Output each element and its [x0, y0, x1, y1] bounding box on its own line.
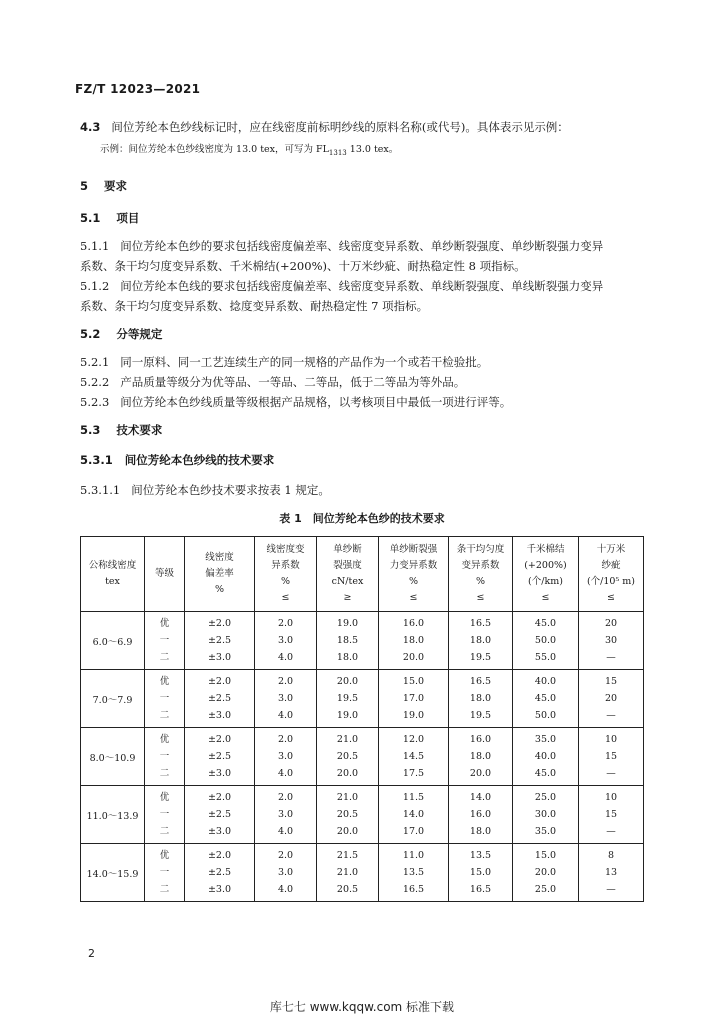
- value-cell: —: [579, 707, 644, 728]
- clause-5-3-1-heading: [80, 452, 274, 468]
- grade-cell: 一: [145, 806, 185, 823]
- value-cell: 55.0: [513, 649, 579, 670]
- clause-text: 间位芳纶本色纱线质量等级根据产品规格，以考核项目中最低一项进行评等。: [120, 395, 512, 409]
- value-cell: 13: [579, 864, 644, 881]
- value-cell: 16.5: [379, 881, 449, 902]
- table-row: [81, 690, 644, 707]
- table-row: [81, 765, 644, 786]
- value-cell: 15.0: [379, 670, 449, 691]
- column-header-line: 公称线密度: [88, 560, 137, 571]
- value-cell: 4.0: [255, 649, 317, 670]
- value-cell: 16.0: [449, 728, 513, 749]
- table-row: [81, 612, 644, 633]
- clause-number: 5.3.1.1: [80, 483, 121, 497]
- value-cell: 35.0: [513, 728, 579, 749]
- value-cell: 16.5: [449, 881, 513, 902]
- value-cell: 20: [579, 612, 644, 633]
- value-cell: 16.5: [449, 612, 513, 633]
- clause-5-1-2-line2: 系数、条干均匀度变异系数、捻度变异系数、耐热稳定性 7 项指标。: [80, 299, 429, 313]
- value-cell: —: [579, 649, 644, 670]
- clause-number: 5.3.1: [80, 453, 113, 467]
- table-row: [81, 806, 644, 823]
- header-row: [81, 537, 644, 612]
- value-cell: 17.0: [379, 690, 449, 707]
- value-cell: 3.0: [255, 806, 317, 823]
- value-cell: 18.0: [317, 649, 379, 670]
- grade-cell: 二: [145, 823, 185, 844]
- value-cell: 25.0: [513, 786, 579, 807]
- clause-number: 5.2.1: [80, 355, 110, 369]
- section-number: 5.3: [80, 423, 101, 437]
- value-cell: ±2.5: [185, 748, 255, 765]
- value-cell: 20.0: [317, 823, 379, 844]
- table-row: [81, 670, 644, 691]
- value-cell: 2.0: [255, 612, 317, 633]
- value-cell: ±3.0: [185, 881, 255, 902]
- column-header-line: 线密度: [205, 552, 234, 563]
- value-cell: 18.0: [449, 823, 513, 844]
- clause-title: 间位芳纶本色纱线的技术要求: [124, 453, 275, 467]
- section-5-3-heading: [80, 422, 162, 438]
- value-cell: 14.0: [379, 806, 449, 823]
- column-header: [379, 537, 449, 612]
- column-header-line: 线密度变: [266, 544, 305, 555]
- column-header-line: 偏差率: [205, 568, 234, 579]
- column-header-line: tex: [105, 576, 120, 587]
- clause-number: 5.1.2: [80, 279, 110, 293]
- value-cell: 21.5: [317, 844, 379, 865]
- value-cell: ±2.0: [185, 670, 255, 691]
- grade-cell: 优: [145, 786, 185, 807]
- example-line: [100, 141, 398, 157]
- value-cell: 50.0: [513, 707, 579, 728]
- value-cell: 10: [579, 728, 644, 749]
- column-header-line: (个/km): [528, 576, 563, 587]
- value-cell: ±3.0: [185, 707, 255, 728]
- value-cell: 20.0: [317, 765, 379, 786]
- section-title: 分等规定: [116, 327, 163, 341]
- value-cell: 10: [579, 786, 644, 807]
- spec-table: [80, 536, 644, 902]
- column-header-line: (+200%): [524, 560, 567, 571]
- value-cell: 20.0: [449, 765, 513, 786]
- clause-text-line1: 间位芳纶本色线的要求包括线密度偏差率、线密度变异系数、单线断裂强度、单线断裂强力变异: [120, 279, 604, 293]
- column-header-line: %: [408, 576, 419, 587]
- column-header-line: ≥: [343, 592, 352, 603]
- value-cell: 21.0: [317, 864, 379, 881]
- column-header-line: 变异系数: [461, 560, 500, 571]
- column-header: [145, 537, 185, 612]
- table-row: [81, 707, 644, 728]
- value-cell: ±2.5: [185, 864, 255, 881]
- column-header: [449, 537, 513, 612]
- table-header: [81, 537, 644, 612]
- spec-cell: 7.0～7.9: [81, 670, 145, 728]
- value-cell: 3.0: [255, 864, 317, 881]
- table-row: [81, 844, 644, 865]
- grade-cell: 优: [145, 844, 185, 865]
- value-cell: ±2.0: [185, 786, 255, 807]
- value-cell: 20.5: [317, 881, 379, 902]
- column-header-line: 单纱断: [333, 544, 362, 555]
- value-cell: ±2.0: [185, 844, 255, 865]
- value-cell: 18.0: [379, 632, 449, 649]
- value-cell: 19.0: [317, 707, 379, 728]
- value-cell: 20.5: [317, 806, 379, 823]
- table-title: 表 1 间位芳纶本色纱的技术要求: [279, 512, 445, 525]
- value-cell: 45.0: [513, 690, 579, 707]
- value-cell: 15: [579, 806, 644, 823]
- table-row: [81, 649, 644, 670]
- value-cell: 3.0: [255, 748, 317, 765]
- value-cell: 2.0: [255, 670, 317, 691]
- value-cell: 18.0: [449, 690, 513, 707]
- value-cell: 17.0: [379, 823, 449, 844]
- clause-5-2-2: [80, 372, 465, 392]
- column-header-line: %: [280, 576, 291, 587]
- value-cell: 16.0: [379, 612, 449, 633]
- column-header: [255, 537, 317, 612]
- clause-number: 5.2.3: [80, 395, 110, 409]
- value-cell: 14.5: [379, 748, 449, 765]
- page-number: 2: [88, 947, 95, 960]
- value-cell: 11.5: [379, 786, 449, 807]
- value-cell: 30.0: [513, 806, 579, 823]
- value-cell: 20.0: [317, 670, 379, 691]
- value-cell: 15.0: [513, 844, 579, 865]
- column-header-line: ≤: [409, 592, 418, 603]
- grade-cell: 优: [145, 728, 185, 749]
- value-cell: 40.0: [513, 670, 579, 691]
- table-row: [81, 786, 644, 807]
- clause-text: 间位芳纶本色纱线标记时，应在线密度前标明纱线的原料名称(或代号)。具体表示见示例：: [111, 120, 569, 134]
- column-header: [81, 537, 145, 612]
- value-cell: 11.0: [379, 844, 449, 865]
- value-cell: 2.0: [255, 786, 317, 807]
- section-number: 5.1: [80, 211, 101, 225]
- value-cell: 17.5: [379, 765, 449, 786]
- value-cell: —: [579, 881, 644, 902]
- value-cell: 25.0: [513, 881, 579, 902]
- value-cell: 13.5: [379, 864, 449, 881]
- column-header-line: ≤: [541, 592, 550, 603]
- value-cell: 50.0: [513, 632, 579, 649]
- value-cell: 4.0: [255, 707, 317, 728]
- column-header-line: ≤: [607, 592, 615, 603]
- value-cell: 45.0: [513, 612, 579, 633]
- column-header-line: 单纱断裂强: [389, 544, 438, 555]
- value-cell: 18.0: [449, 632, 513, 649]
- grade-cell: 优: [145, 670, 185, 691]
- value-cell: 21.0: [317, 786, 379, 807]
- column-header-line: 力变异系数: [389, 560, 438, 571]
- value-cell: 19.0: [379, 707, 449, 728]
- grade-cell: 一: [145, 690, 185, 707]
- table-row: [81, 881, 644, 902]
- value-cell: 2.0: [255, 728, 317, 749]
- clause-5-1-2: [80, 276, 603, 296]
- value-cell: 4.0: [255, 881, 317, 902]
- section-5-2-heading: [80, 326, 162, 342]
- grade-cell: 一: [145, 748, 185, 765]
- value-cell: 45.0: [513, 765, 579, 786]
- value-cell: 15.0: [449, 864, 513, 881]
- value-cell: 4.0: [255, 823, 317, 844]
- value-cell: —: [579, 823, 644, 844]
- value-cell: ±2.0: [185, 728, 255, 749]
- watermark-text: 库七七 www.kqqw.com 标准下载: [269, 1000, 455, 1014]
- column-header-line: 千米棉结: [526, 544, 565, 555]
- column-header-line: 纱疵: [601, 560, 621, 571]
- column-header-line: 异系数: [271, 560, 300, 571]
- column-header-line: 裂强度: [333, 560, 362, 571]
- grade-cell: 优: [145, 612, 185, 633]
- value-cell: 18.0: [449, 748, 513, 765]
- section-5-1-heading: [80, 210, 139, 226]
- clause-number: 5.1.1: [80, 239, 110, 253]
- section-number: 5.2: [80, 327, 101, 341]
- value-cell: 20.0: [513, 864, 579, 881]
- value-cell: 19.5: [317, 690, 379, 707]
- value-cell: 20.5: [317, 748, 379, 765]
- value-cell: 16.5: [449, 670, 513, 691]
- spec-cell: 6.0～6.9: [81, 612, 145, 670]
- column-header-line: 十万米: [596, 544, 626, 555]
- value-cell: 21.0: [317, 728, 379, 749]
- spec-cell: 8.0～10.9: [81, 728, 145, 786]
- section-title: 项目: [116, 211, 140, 225]
- column-header-line: ≤: [476, 592, 485, 603]
- section-title: 要求: [104, 179, 128, 193]
- column-header-line: %: [475, 576, 486, 587]
- clause-number: 5.2.2: [80, 375, 110, 389]
- spec-cell: 14.0～15.9: [81, 844, 145, 902]
- table-row: [81, 748, 644, 765]
- value-cell: 18.5: [317, 632, 379, 649]
- value-cell: 3.0: [255, 632, 317, 649]
- column-header: [185, 537, 255, 612]
- value-cell: ±2.5: [185, 632, 255, 649]
- clause-text: 间位芳纶本色纱技术要求按表 1 规定。: [131, 483, 330, 497]
- table-row: [81, 823, 644, 844]
- column-header-line: ≤: [281, 592, 290, 603]
- grade-cell: 二: [145, 881, 185, 902]
- grade-cell: 二: [145, 707, 185, 728]
- value-cell: 8: [579, 844, 644, 865]
- spec-cell: 11.0～13.9: [81, 786, 145, 844]
- column-header-line: %: [214, 584, 225, 595]
- column-header-line: 条干均匀度: [456, 544, 505, 555]
- column-header: [513, 537, 579, 612]
- table-row: [81, 864, 644, 881]
- value-cell: 20: [579, 690, 644, 707]
- grade-cell: 一: [145, 632, 185, 649]
- clause-5-1-1: [80, 236, 603, 256]
- value-cell: 3.0: [255, 690, 317, 707]
- value-cell: 12.0: [379, 728, 449, 749]
- value-cell: —: [579, 765, 644, 786]
- table-body: [81, 612, 644, 902]
- value-cell: 2.0: [255, 844, 317, 865]
- clause-number: 4.3: [80, 120, 101, 134]
- clause-text: 同一原料、同一工艺连续生产的同一规格的产品作为一个或若干检验批。: [120, 355, 489, 369]
- clause-5-2-1: [80, 352, 488, 372]
- section-title: 技术要求: [116, 423, 163, 437]
- clause-text: 产品质量等级分为优等品、一等品、二等品，低于二等品为等外品。: [120, 375, 466, 389]
- value-cell: 19.0: [317, 612, 379, 633]
- value-cell: 35.0: [513, 823, 579, 844]
- value-cell: ±2.0: [185, 612, 255, 633]
- value-cell: 15: [579, 670, 644, 691]
- clause-text-line1: 间位芳纶本色纱的要求包括线密度偏差率、线密度变异系数、单纱断裂强度、单纱断裂强力变异: [120, 239, 604, 253]
- section-5-heading: [80, 178, 127, 194]
- example-subscript: 1313: [328, 148, 347, 157]
- value-cell: 19.5: [449, 649, 513, 670]
- value-cell: 40.0: [513, 748, 579, 765]
- column-header-line: cN/tex: [331, 576, 364, 587]
- table-row: [81, 632, 644, 649]
- value-cell: ±3.0: [185, 765, 255, 786]
- column-header: [579, 537, 644, 612]
- value-cell: ±3.0: [185, 649, 255, 670]
- example-prefix: 示例：间位芳纶本色纱线密度为 13.0 tex，可写为 FL: [100, 144, 329, 155]
- value-cell: 14.0: [449, 786, 513, 807]
- value-cell: 13.5: [449, 844, 513, 865]
- document-number: FZ/T 12023—2021: [75, 82, 201, 96]
- value-cell: ±2.5: [185, 690, 255, 707]
- example-suffix: 13.0 tex。: [346, 144, 399, 155]
- table-row: [81, 728, 644, 749]
- grade-cell: 一: [145, 864, 185, 881]
- value-cell: ±3.0: [185, 823, 255, 844]
- value-cell: 4.0: [255, 765, 317, 786]
- section-number: 5: [80, 179, 89, 193]
- value-cell: 19.5: [449, 707, 513, 728]
- value-cell: 16.0: [449, 806, 513, 823]
- value-cell: ±2.5: [185, 806, 255, 823]
- column-header-line: 等级: [154, 568, 174, 579]
- grade-cell: 二: [145, 765, 185, 786]
- clause-5-1-1-line2: 系数、条干均匀度变异系数、千米棉结(+200%)、十万米纱疵、耐热稳定性 8 项指标。: [80, 259, 526, 273]
- column-header-line: (个/10⁵ m): [586, 576, 636, 587]
- clause-5-2-3: [80, 392, 511, 412]
- value-cell: 15: [579, 748, 644, 765]
- column-header: [317, 537, 379, 612]
- value-cell: 20.0: [379, 649, 449, 670]
- clause-4-3: [80, 117, 569, 137]
- value-cell: 30: [579, 632, 644, 649]
- clause-5-3-1-1: [80, 480, 330, 500]
- grade-cell: 二: [145, 649, 185, 670]
